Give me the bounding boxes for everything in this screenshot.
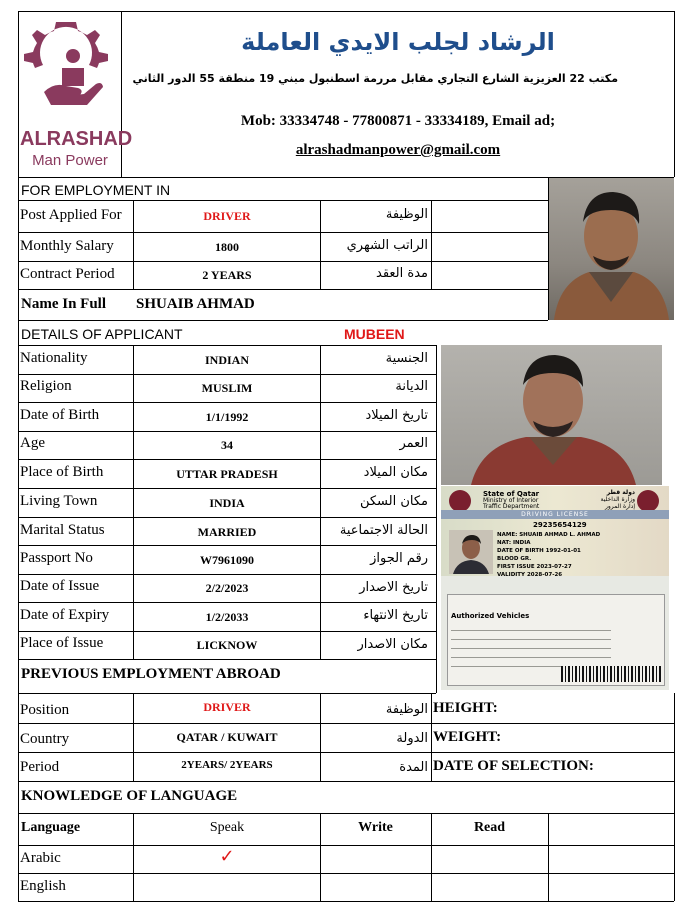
applicant-photo-2	[441, 345, 662, 485]
contact-line: Mob: 33334748 - 77800871 - 33334189, Email ad;	[240, 113, 556, 129]
prev-country-value: QATAR / KUWAIT	[176, 730, 278, 744]
expiry-date-label: Date of Expiry	[20, 607, 110, 623]
nationality-value: INDIAN	[204, 353, 249, 367]
issue-place-value: LICKNOW	[196, 638, 258, 652]
prev-country-label-ar: الدولة	[396, 731, 428, 746]
post-label-ar: الوظيفة	[385, 207, 428, 222]
driving-license-image	[441, 486, 669, 690]
license-department-ar: إدارة المرور	[604, 503, 635, 510]
pob-value: UTTAR PRADESH	[176, 467, 278, 481]
post-value: DRIVER	[203, 209, 251, 223]
applicant-photo-1	[549, 178, 674, 320]
license-ministry: Ministry of Interior	[483, 497, 539, 504]
passport-label: Passport No	[20, 550, 93, 566]
prev-position-value: DRIVER	[203, 700, 251, 714]
gear-person-icon	[22, 16, 118, 126]
weight-label: WEIGHT:	[433, 729, 502, 745]
license-barcode	[561, 666, 661, 682]
name-value: SHUAIB AHMAD	[136, 296, 255, 312]
issue-place-label: Place of Issue	[20, 635, 104, 651]
marital-value: MARRIED	[197, 525, 257, 539]
license-state: State of Qatar	[483, 490, 540, 498]
license-validity-line: VALIDITY 2028-07-26	[497, 572, 563, 578]
logo-tagline: Man Power	[32, 152, 108, 169]
company-logo	[20, 16, 133, 174]
dob-label: Date of Birth	[20, 407, 100, 423]
marital-label: Marital Status	[20, 522, 105, 538]
issue-date-label: Date of Issue	[20, 578, 100, 594]
name-label: Name In Full	[21, 296, 107, 312]
employment-section-title: FOR EMPLOYMENT IN	[21, 182, 171, 198]
dob-value: 1/1/1992	[205, 410, 249, 424]
expiry-date-label-ar: تاريخ الانتهاء	[363, 608, 428, 623]
living-town-value: INDIA	[209, 496, 245, 510]
qatar-emblem-right-icon	[637, 490, 659, 512]
age-label: Age	[20, 435, 45, 451]
language-section-title: KNOWLEDGE OF LANGUAGE	[21, 788, 238, 804]
height-label: HEIGHT:	[433, 700, 498, 716]
expiry-date-value: 1/2/2033	[205, 610, 249, 624]
passport-value: W7961090	[200, 553, 254, 567]
post-label: Post Applied For	[20, 207, 122, 223]
nationality-label-ar: الجنسية	[385, 351, 428, 366]
license-holder-photo	[449, 530, 493, 574]
speak-header: Speak	[209, 820, 245, 835]
language-arabic-label: Arabic	[20, 850, 61, 866]
prev-country-label: Country	[20, 731, 70, 747]
passport-label-ar: رقم الجواز	[370, 551, 428, 566]
age-value: 34	[221, 438, 233, 452]
license-blood-line: BLOOD GR.	[497, 556, 532, 562]
license-dob-line: DATE OF BIRTH 1992-01-01	[497, 548, 581, 554]
license-name-line: NAME: SHUAIB AHMAD L. AHMAD	[497, 532, 601, 538]
qatar-emblem-left-icon	[449, 490, 471, 512]
email-link[interactable]: alrashadmanpower@gmail.com	[295, 142, 501, 158]
age-label-ar: العمر	[399, 436, 428, 451]
pob-label: Place of Birth	[20, 464, 104, 480]
salary-value: 1800	[215, 240, 239, 254]
pob-label-ar: مكان الميلاد	[363, 465, 428, 480]
company-title: الرشاد لجلب الايدي العاملة	[241, 28, 555, 56]
prev-position-label: Position	[20, 702, 70, 718]
prev-period-value: 2YEARS/ 2YEARS	[181, 759, 273, 771]
company-address: مكتب 22 العزيزية الشارع التجاري مقابل مررمة اسطنبول مبني 19 منطقة 55 الدور الثاني	[132, 72, 618, 85]
marital-label-ar: الحالة الاجتماعية	[339, 523, 428, 538]
language-english-label: English	[20, 878, 66, 894]
language-header: Language	[21, 820, 81, 835]
logo-name: ALRASHAD	[20, 128, 133, 150]
arabic-speak-check: ✓	[219, 846, 235, 867]
license-ministry-ar: وزارة الداخلية	[600, 496, 635, 503]
license-department: Traffic Department	[483, 503, 540, 510]
issue-date-label-ar: تاريخ الاصدار	[359, 580, 428, 595]
salary-label-ar: الراتب الشهري	[346, 238, 428, 253]
salary-label: Monthly Salary	[20, 238, 114, 254]
write-header: Write	[358, 820, 393, 835]
prev-position-label-ar: الوظيفة	[385, 702, 428, 717]
period-value: 2 YEARS	[202, 268, 252, 282]
license-nat-line: NAT: INDIA	[497, 540, 531, 546]
dob-label-ar: تاريخ الميلاد	[365, 408, 428, 423]
living-town-label: Living Town	[20, 493, 98, 509]
date-of-selection-label: DATE OF SELECTION:	[433, 758, 594, 774]
religion-label-ar: الديانة	[395, 379, 428, 394]
religion-label: Religion	[20, 378, 72, 394]
license-title: DRIVING LICENSE	[441, 510, 669, 519]
period-label: Contract Period	[20, 266, 115, 282]
nationality-label: Nationality	[20, 350, 88, 366]
living-town-label-ar: مكان السكن	[359, 494, 428, 509]
agent-name: MUBEEN	[344, 326, 405, 342]
license-first-issue-line: FIRST ISSUE 2023-07-27	[497, 564, 572, 570]
issue-date-value: 2/2/2023	[205, 581, 249, 595]
period-label-ar: مدة العقد	[376, 266, 428, 281]
issue-place-label-ar: مكان الاصدار	[357, 637, 428, 652]
prev-period-label-ar: المدة	[399, 760, 428, 775]
applicant-section-title: DETAILS OF APPLICANT	[21, 326, 183, 342]
read-header: Read	[473, 820, 506, 835]
religion-value: MUSLIM	[201, 381, 253, 395]
license-number: 29235654129	[533, 521, 587, 529]
prev-period-label: Period	[20, 759, 60, 775]
license-vehicles-title: Authorized Vehicles	[451, 612, 530, 620]
license-state-ar: دولة قطر	[606, 489, 635, 496]
previous-employment-title: PREVIOUS EMPLOYMENT ABROAD	[21, 666, 281, 682]
